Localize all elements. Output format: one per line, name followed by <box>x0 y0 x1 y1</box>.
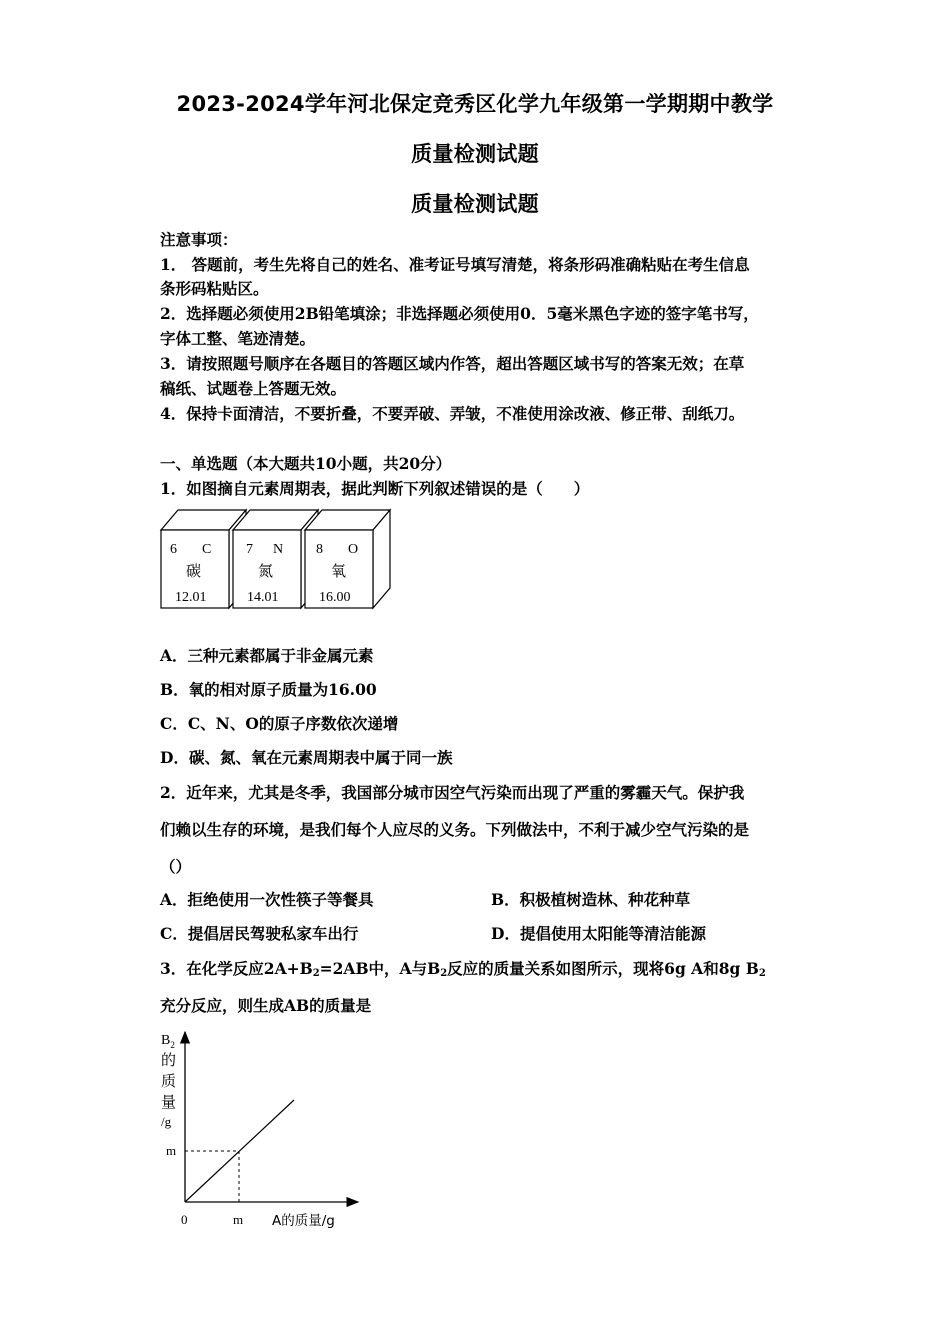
y-label-char: 质 <box>161 1072 177 1090</box>
section-heading: 一、单选题（本大题共10小题，共20分） <box>160 454 452 473</box>
notice-line-7: 4．保持卡面清洁，不要折叠，不要弄破、弄皱，不准使用涂改液、修正带、刮纸刀。 <box>160 404 745 423</box>
q2-option-d: D．提倡使用太阳能等清洁能源 <box>491 924 706 943</box>
element-name: 氧 <box>331 562 347 580</box>
q3-mass-graph <box>150 1022 370 1237</box>
notice-line-1: 1． 答题前，考生先将自己的姓名、准考证号填写清楚，将条形码准确粘贴在考生信息 <box>160 255 750 274</box>
q3-subscript: 2 <box>312 968 320 979</box>
notice-line-2: 条形码粘贴区。 <box>160 279 269 298</box>
q1-option-a: A．三种元素都属于非金属元素 <box>160 646 374 665</box>
y-tick-m: m <box>166 1143 177 1158</box>
notice-line-3: 2．选择题必须使用2B铅笔填涂；非选择题必须使用0．5毫米黑色字迹的签字笔书写， <box>160 304 759 323</box>
x-tick-m: m <box>233 1212 244 1227</box>
y-label-char: 量 <box>161 1093 177 1111</box>
q1-option-b: B．氧的相对原子质量为16.00 <box>160 680 377 699</box>
q3-subscript: 2 <box>758 968 766 979</box>
y-label-letter: B <box>161 1033 171 1048</box>
q2-option-a: A．拒绝使用一次性筷子等餐具 <box>160 890 374 909</box>
q1-option-c: C．C、N、O的原子序数依次递增 <box>160 714 399 733</box>
q2-stem-line2: 们赖以生存的环境，是我们每个人应尽的义务。下列做法中，不利于减少空气污染的是 <box>160 820 750 839</box>
element-name: 碳 <box>186 562 202 580</box>
element-symbol: O <box>348 542 359 557</box>
element-name: 氮 <box>258 562 274 580</box>
y-label-subscript: 2 <box>170 1040 175 1050</box>
q3-stem-text-c: 反应的质量关系如图所示，现将6g A和8g B <box>447 959 759 978</box>
q1-option-d: D．碳、氮、氧在元素周期表中属于同一族 <box>160 748 453 767</box>
exam-title-line1: 2023-2024学年河北保定竞秀区化学九年级第一学期期中教学 <box>176 92 774 116</box>
q3-stem-text-b: =2AB中，A与B <box>319 959 441 978</box>
origin-label: 0 <box>181 1212 188 1227</box>
q2-stem-line3: （） <box>160 857 192 876</box>
y-label-char: 的 <box>161 1051 177 1069</box>
y-label-unit: /g <box>161 1114 172 1129</box>
exam-title-line2: 质量检测试题 <box>411 142 539 166</box>
y-label-b <box>161 1033 175 1050</box>
notice-heading: 注意事项： <box>160 230 238 249</box>
x-axis-label: A的质量/g <box>272 1213 335 1229</box>
exam-title-line3: 质量检测试题 <box>411 192 539 216</box>
q2-option-c: C．提倡居民驾驶私家车出行 <box>160 924 359 943</box>
notice-line-5: 3．请按照题号顺序在各题目的答题区域内作答，超出答题区域书写的答案无效；在草 <box>160 354 745 373</box>
q3-stem-text-a: 3．在化学反应2A+B <box>160 959 313 978</box>
q3-stem-line2: 充分反应，则生成AB的质量是 <box>160 996 372 1015</box>
q2-option-b: B．积极植树造林、种花种草 <box>491 890 691 909</box>
element-symbol: C <box>202 542 212 557</box>
element-mass: 12.01 <box>175 590 207 605</box>
q3-stem-line1 <box>160 957 766 979</box>
element-number: 6 <box>170 542 177 557</box>
element-number: 8 <box>316 542 323 557</box>
element-number: 7 <box>246 542 253 557</box>
notice-line-6: 稿纸、试题卷上答题无效。 <box>160 379 347 398</box>
element-mass: 14.01 <box>247 590 279 605</box>
element-symbol: N <box>273 542 284 557</box>
q2-stem-line1: 2．近年来，尤其是冬季，我国部分城市因空气污染而出现了严重的雾霾天气。保护我 <box>160 783 745 802</box>
q1-stem: 1．如图摘自元素周期表，据此判断下列叙述错误的是（ ） <box>160 479 590 498</box>
element-mass: 16.00 <box>319 590 351 605</box>
periodic-table-figure <box>158 506 394 612</box>
notice-line-4: 字体工整、笔迹清楚。 <box>160 329 316 348</box>
element-tile-oxygen <box>305 510 390 608</box>
q3-subscript: 2 <box>440 968 448 979</box>
